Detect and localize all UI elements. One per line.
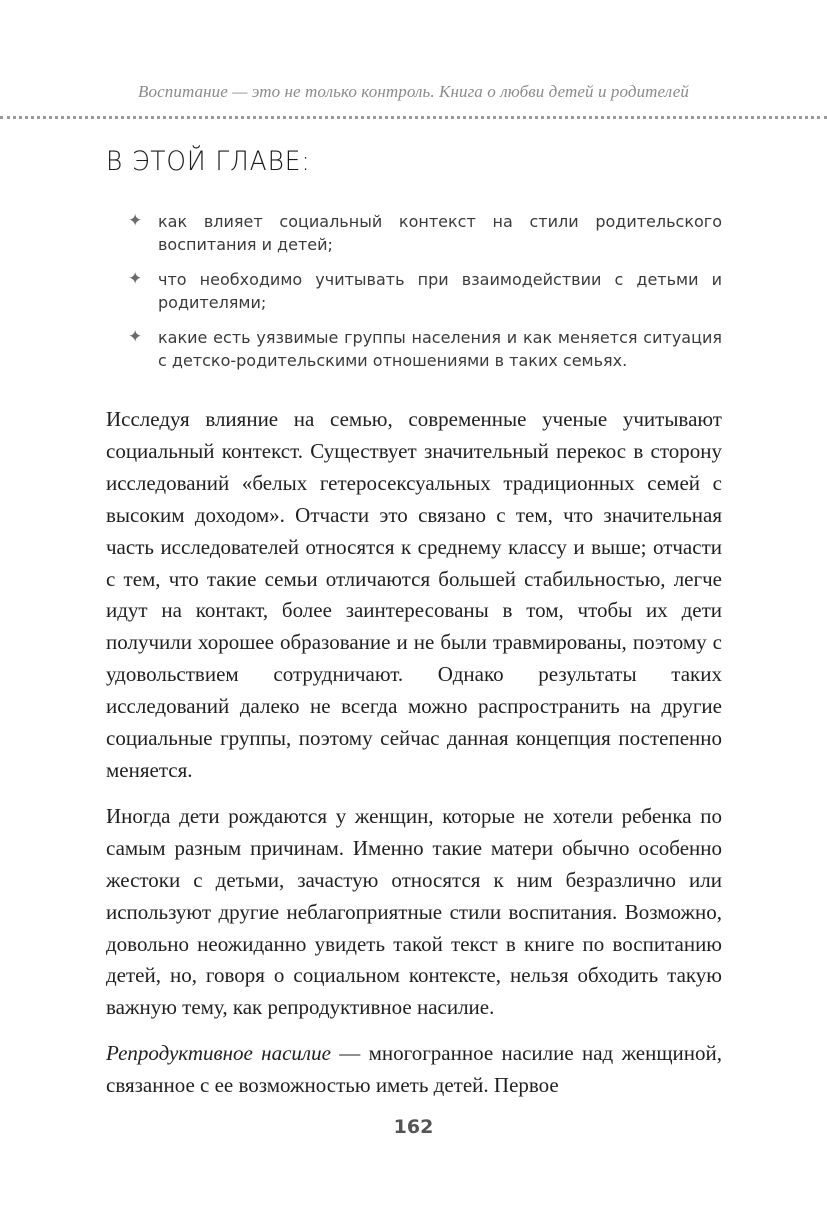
body-paragraph: Исследуя влияние на семью, современные ученые учитывают социальный контекст. Существует значительный перекос в сторону исследований «белых гетеросексуальных традиционных семей с высоким доходом». Отчасти это связано с тем, что значительная часть исследователей относятся к среднему классу и выше; отчасти с тем, что такие семьи отличаются большей стабильностью, легче идут на контакт, более заинтересованы в том, чтобы их дети получили хорошее образование и не были травмированы, поэтому с удовольствием сотрудничают. Однако результаты таких исследований далеко не всегда можно распространить на другие социальные группы, поэтому сейчас данная концепция постепенно меняется. (106, 407, 722, 782)
topic-item-text: какие есть уязвимые группы населения и как меняется ситуация с детско-родительскими отношениями в таких семьях. (158, 328, 722, 370)
page-number: 162 (393, 1116, 434, 1138)
topic-item (122, 326, 722, 372)
header-dotted-rule (0, 116, 827, 119)
four-point-star-icon: ✦ (128, 211, 143, 231)
body-paragraph (106, 1038, 722, 1102)
body-text (106, 404, 722, 1116)
running-header-title: Воспитание — это не только контроль. Книга о любви детей и родителей (138, 82, 689, 101)
chapter-topics-list (122, 210, 722, 384)
defined-term: Репродуктивное насилие (106, 1041, 331, 1066)
definition-text: — многогранное насилие над женщиной, связанное с ее возможностью иметь детей. Первое (106, 1041, 723, 1098)
topic-item-text: что необходимо учитывать при взаимодействии с детьми и родителями; (158, 270, 722, 312)
chapter-intro-heading: В ЭТОЙ ГЛАВЕ: (106, 146, 311, 177)
topic-item (122, 268, 722, 314)
topic-item (122, 210, 722, 256)
four-point-star-icon: ✦ (128, 269, 143, 289)
body-paragraph: Иногда дети рождаются у женщин, которые не хотели ребенка по самым разным причинам. Именно такие матери обычно особенно жестоки с детьми, зачастую относятся к ним безразлично или используют другие неблагоприятные стили воспитания. Возможно, довольно неожиданно увидеть такой текст в книге по воспитанию детей, но, говоря о социальном контексте, нельзя обходить такую важную тему, как репродуктивное насилие. (106, 803, 722, 1020)
four-point-star-icon: ✦ (128, 327, 143, 347)
topic-item-text: как влияет социальный контекст на стили родительского воспитания и детей; (158, 212, 722, 254)
